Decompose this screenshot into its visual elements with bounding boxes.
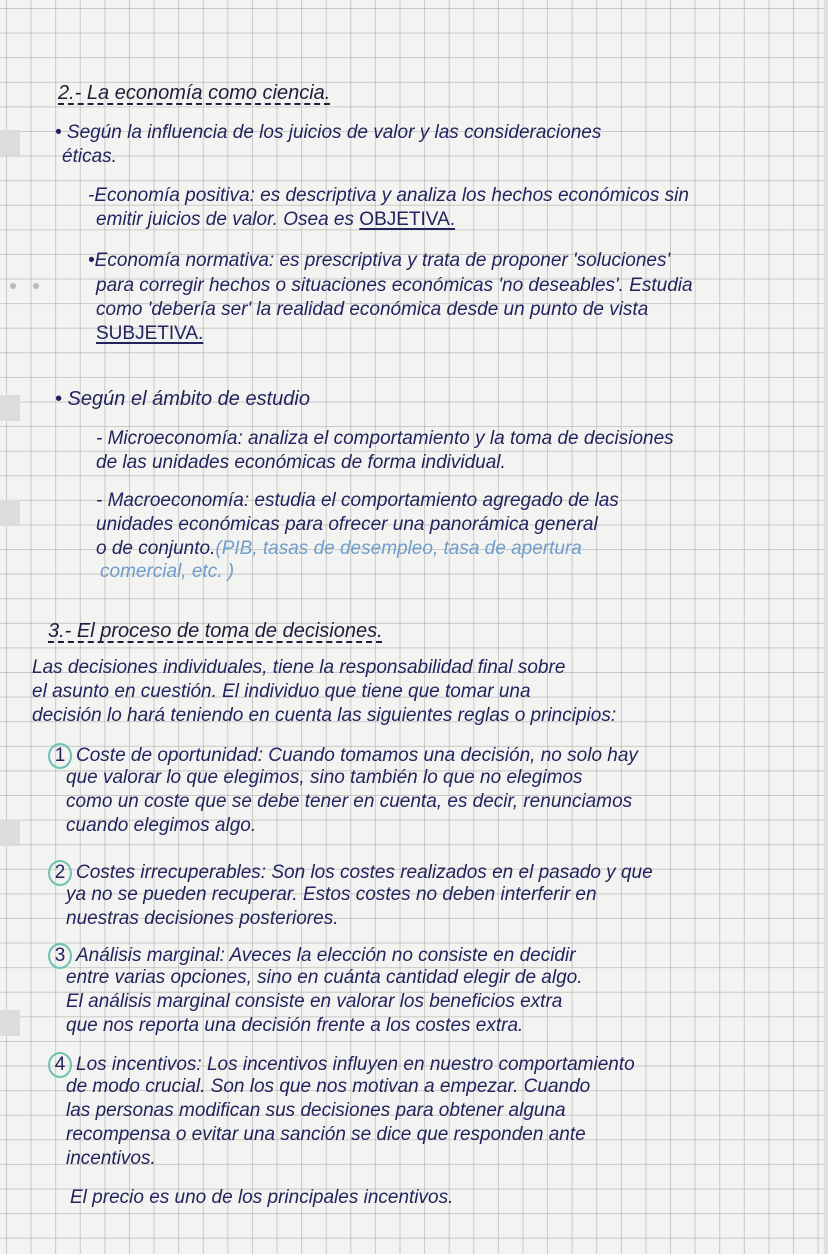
principle-line: entre varias opciones, sino en cuánta cantidad elegir de algo. (66, 967, 583, 988)
bullet1-line: • Según la influencia de los juicios de valor y las consideraciones (55, 122, 602, 143)
principle-number: 4 (48, 1052, 72, 1078)
principle-line: El análisis marginal consiste en valorar los beneficios extra (66, 991, 563, 1012)
principle-line: Los incentivos: Los incentivos influyen en nuestro comportamiento (76, 1054, 635, 1075)
bullet2-label: • Según el ámbito de estudio (55, 388, 310, 410)
principle-line: que nos reporta una decisión frente a los costes extra. (66, 1015, 524, 1036)
principle-line: nuestras decisiones posteriores. (66, 908, 339, 929)
principle-line: Costes irrecuperables: Son los costes realizados en el pasado y que (76, 862, 653, 883)
binder-tab (0, 130, 20, 156)
macro-note: (PIB, tasas de desempleo, tasa de apertura (215, 538, 582, 559)
principle-line: recompensa o evitar una sanción se dice que responden ante (66, 1124, 586, 1145)
principle-number: 2 (48, 860, 72, 886)
principle-line: Análisis marginal: Aveces la elección no consiste en decidir (76, 945, 576, 966)
positiva-text: emitir juicios de valor. Osea es (96, 209, 355, 230)
principle-line: incentivos. (66, 1148, 156, 1169)
principle-line: Coste de oportunidad: Cuando tomamos una decisión, no solo hay (76, 745, 638, 766)
intro-line: Las decisiones individuales, tiene la responsabilidad final sobre (32, 657, 566, 678)
closing-line: El precio es uno de los principales incentivos. (70, 1187, 454, 1208)
principle-number: 1 (48, 743, 72, 769)
macro-note: comercial, etc. ) (100, 561, 235, 582)
principle-line: las personas modifican sus decisiones para obtener alguna (66, 1100, 566, 1121)
binder-tab (0, 395, 20, 421)
normativa-line: para corregir hechos o situaciones económicas 'no deseables'. Estudia (96, 275, 693, 296)
page-edge (824, 0, 828, 1254)
positiva-line: -Economía positiva: es descriptiva y analiza los hechos económicos sin (88, 185, 689, 206)
binder-tab (0, 500, 20, 526)
principle-line: cuando elegimos algo. (66, 815, 257, 836)
subjetiva-text: SUBJETIVA. (96, 323, 204, 344)
intro-line: decisión lo hará teniendo en cuenta las siguientes reglas o principios: (32, 705, 617, 726)
principle-line: que valorar lo que elegimos, sino también lo que no elegimos (66, 767, 583, 788)
principle-number: 3 (48, 943, 72, 969)
section3-heading: 3.- El proceso de toma de decisiones. (48, 620, 383, 642)
principle-line: ya no se pueden recuperar. Estos costes no deben interferir en (66, 884, 597, 905)
normativa-line: como 'debería ser' la realidad económica desde un punto de vista (96, 299, 649, 320)
micro-line: de las unidades económicas de forma individual. (96, 452, 506, 473)
micro-line: - Microeconomía: analiza el comportamiento y la toma de decisiones (96, 428, 674, 449)
paper-dot (33, 283, 39, 289)
macro-line (96, 538, 582, 560)
objetiva-emphasis: OBJETIVA. (359, 209, 456, 230)
principle-line: como un coste que se debe tener en cuenta, es decir, renunciamos (66, 791, 633, 812)
macro-line: unidades económicas para ofrecer una panorámica general (96, 514, 598, 535)
paper-dot (10, 283, 16, 289)
bullet1-line: éticas. (62, 146, 117, 167)
macro-text: o de conjunto. (96, 538, 216, 559)
section2-heading: 2.- La economía como ciencia. (58, 82, 331, 104)
binder-tab (0, 820, 20, 846)
binder-tab (0, 1010, 20, 1036)
positiva-line (96, 209, 455, 231)
normativa-line: •Economía normativa: es prescriptiva y trata de proponer 'soluciones' (88, 250, 671, 271)
macro-line: - Macroeconomía: estudia el comportamiento agregado de las (96, 490, 619, 511)
principle-line: de modo crucial. Son los que nos motivan a empezar. Cuando (66, 1076, 591, 1097)
subjetiva-emphasis (96, 323, 203, 345)
intro-line: el asunto en cuestión. El individuo que tiene que tomar una (32, 681, 531, 702)
